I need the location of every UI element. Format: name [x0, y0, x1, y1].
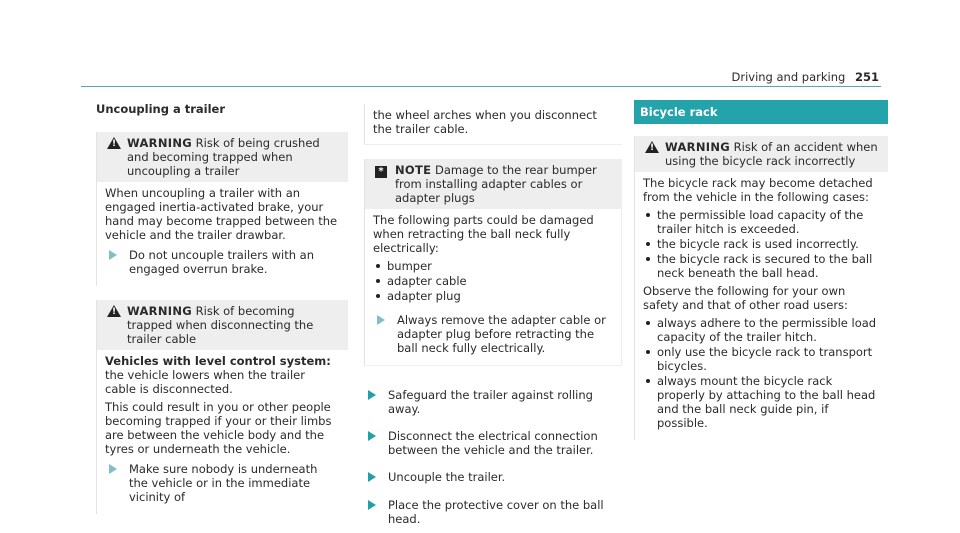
warning-headline: Risk of an accident when using the bicycle rack incorrectly: [665, 140, 878, 168]
list-item: bumper: [373, 259, 612, 273]
page-header: [731, 70, 879, 84]
warning-triangle-icon: [107, 137, 121, 149]
column-2: [364, 104, 622, 533]
list-item: adapter plug: [373, 289, 612, 303]
bullet-dot-icon: [643, 237, 657, 251]
list-item: only use the bicycle rack to transport bicycles.: [643, 345, 879, 373]
warning-body: This could result in you or other people becoming trapped if your or their limbs are between the vehicle body and the tyres or underneath the vehicle.: [105, 400, 332, 456]
warning-body-2: Observe the following for your own safety and that of other road users:: [643, 284, 848, 312]
warning-lead: [105, 354, 339, 396]
step-text: Make sure nobody is underneath the vehicle or in the immediate vicinity of: [129, 462, 318, 504]
bullet-dot-icon: [643, 316, 657, 344]
warning-headline: Risk of becoming trapped when disconnecting the trailer cable: [127, 304, 314, 346]
step-arrow-icon: [368, 390, 376, 400]
note-header: [365, 159, 621, 209]
warning-step: [105, 462, 339, 504]
warning-step: [105, 248, 339, 276]
note-body: The following parts could be damaged when retracting the ball neck fully electrically:: [373, 213, 594, 255]
list-item: the bicycle rack is used incorrectly.: [643, 237, 879, 251]
list-item: always adhere to the permissible load capacity of the trailer hitch.: [643, 316, 879, 344]
bullet-dot-icon: [643, 208, 657, 236]
note-step: [373, 313, 612, 355]
header-rule: [81, 86, 881, 87]
bullet-dot-icon: [373, 259, 387, 273]
step-safeguard: [364, 388, 622, 416]
warning-header: [635, 136, 888, 172]
bullet-dot-icon: [643, 345, 657, 373]
warning-box-bicycle: [634, 136, 888, 440]
step-arrow-icon: [368, 500, 376, 510]
warning-header: [97, 300, 348, 350]
step-text: Do not uncouple trailers with an engaged overrun brake.: [129, 248, 314, 276]
note-list: [373, 259, 612, 303]
column-1: [96, 100, 348, 528]
warning-triangle-icon: [645, 141, 659, 153]
step-text: Disconnect the electrical connection between the vehicle and the trailer.: [388, 429, 598, 457]
note-headline: Damage to the rear bumper from installing adapter cables or adapter plugs: [395, 163, 597, 205]
warning-header: [97, 132, 348, 182]
step-text: Place the protective cover on the ball head.: [388, 498, 604, 526]
warning-headline: Risk of being crushed and becoming trapped when uncoupling a trailer: [127, 136, 320, 178]
list-item: always mount the bicycle rack properly by attaching to the ball head and the ball neck guide pin, if possible.: [643, 374, 879, 430]
step-disconnect: [364, 429, 622, 457]
warning-body: The bicycle rack may become detached from the vehicle in the following cases:: [643, 176, 873, 204]
step-text: Safeguard the trailer against rolling away.: [388, 388, 593, 416]
warning-keyword: WARNING: [665, 140, 730, 154]
step-text: Always remove the adapter cable or adapter plug before retracting the ball neck fully electrically.: [397, 313, 606, 355]
section-title: Uncoupling a trailer: [96, 102, 226, 116]
bullet-dot-icon: [373, 274, 387, 288]
continued-text-box: [364, 104, 622, 145]
bullet-dot-icon: [643, 252, 657, 280]
continued-text: the wheel arches when you disconnect the trailer cable.: [373, 108, 597, 136]
step-arrow-icon: [109, 464, 117, 474]
list-item: the bicycle rack is secured to the ball neck beneath the ball head.: [643, 252, 879, 280]
bullet-dot-icon: [373, 289, 387, 303]
warning-box-crushed: [96, 132, 348, 286]
safety-list: [643, 316, 879, 430]
section-title-bar: Bicycle rack: [634, 100, 888, 124]
warning-keyword: WARNING: [127, 136, 192, 150]
warning-triangle-icon: [107, 305, 121, 317]
note-box: [364, 159, 622, 366]
lead-bold: Vehicles with level control system:: [105, 354, 331, 368]
step-cover: [364, 498, 622, 526]
section-name: Driving and parking: [731, 70, 846, 84]
warning-body: When uncoupling a trailer with an engaged inertia-activated brake, your hand may become trapped between the vehicle and the trailer drawbar.: [105, 186, 338, 242]
list-item: adapter cable: [373, 274, 612, 288]
page-number: 251: [854, 70, 879, 84]
warning-keyword: WARNING: [127, 304, 192, 318]
step-arrow-icon: [109, 250, 117, 260]
step-uncouple: [364, 470, 622, 485]
step-text: Uncouple the trailer.: [388, 470, 506, 484]
note-keyword: NOTE: [395, 163, 432, 177]
lead-rest: the vehicle lowers when the trailer cable is disconnected.: [105, 368, 305, 396]
list-item: the permissible load capacity of the trailer hitch is exceeded.: [643, 208, 879, 236]
step-arrow-icon: [368, 431, 376, 441]
note-square-icon: *: [375, 166, 387, 178]
cases-list: [643, 208, 879, 280]
bullet-dot-icon: [643, 374, 657, 430]
step-arrow-icon: [368, 472, 376, 482]
step-arrow-icon: [377, 315, 385, 325]
warning-box-trapped: [96, 300, 348, 514]
column-3: [634, 100, 888, 454]
